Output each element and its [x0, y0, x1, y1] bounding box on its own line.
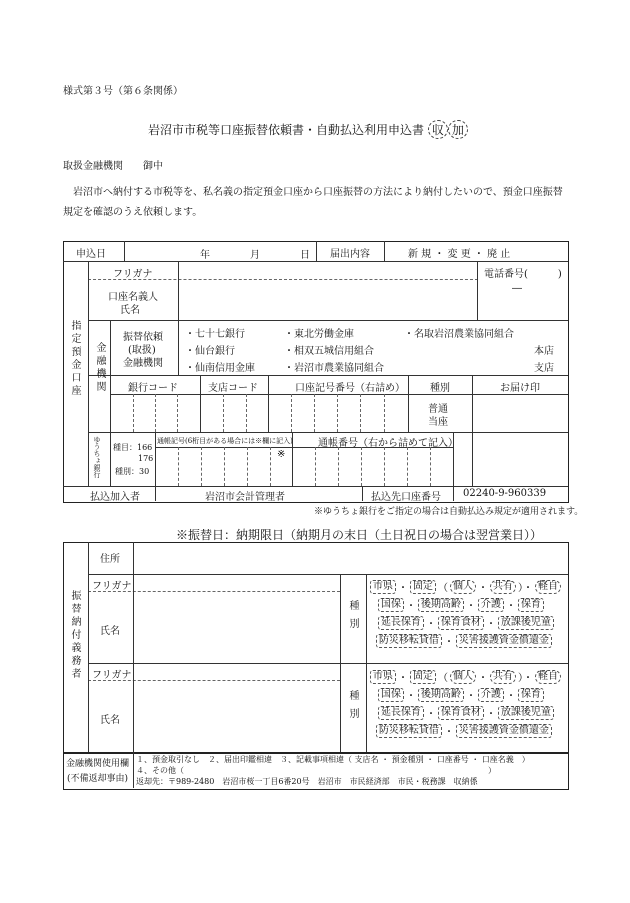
- phone-dash: ―: [512, 283, 522, 294]
- payee-value: 岩沼市会計管理者: [205, 492, 285, 503]
- payer-kind-label-1: 種別: [347, 600, 358, 636]
- tax-option-3-2[interactable]: 災害援護資金償還金: [456, 634, 552, 648]
- separator: ・: [444, 637, 454, 648]
- tax-option-2-4[interactable]: 放課後児童: [498, 616, 554, 630]
- institution-side-label: 金融機関: [94, 342, 105, 394]
- payee-label: 払込加入者: [90, 492, 140, 503]
- payer-furigana-label-2: フリガナ: [92, 670, 132, 681]
- tax-option-2-2[interactable]: 保育食材: [438, 616, 484, 630]
- separator: ・: [398, 673, 408, 684]
- seal-label: お届け印: [500, 383, 540, 394]
- addressee: [63, 157, 163, 172]
- content-label: 届出内容: [330, 249, 370, 260]
- yucho-label: ゆうちょ銀行: [93, 436, 101, 478]
- tax-option-1-6[interactable]: 保育: [518, 598, 544, 612]
- form-number: 様式第３号（第６条関係）: [63, 86, 183, 97]
- tax-options-2: [370, 668, 562, 740]
- bank-code-label: 銀行コード: [128, 383, 178, 394]
- reject-reasons-2: ４、その他（ ）: [136, 766, 496, 775]
- tax-option-0-2[interactable]: 固定: [410, 670, 436, 684]
- tax-option-1-0[interactable]: 国保: [378, 688, 404, 702]
- tax-option-1-4[interactable]: 介護: [478, 688, 504, 702]
- payer-side-label: 振替納付義務者: [69, 590, 80, 681]
- tax-option-0-4[interactable]: 個人: [450, 670, 476, 684]
- yucho-kind-3: 種別：30: [115, 467, 150, 476]
- mark-ka: 加: [448, 120, 468, 139]
- tax-option-2-0[interactable]: 延長保育: [378, 616, 424, 630]
- separator: ・: [506, 691, 516, 702]
- day-label: 日: [300, 250, 310, 261]
- tax-option-row: [370, 578, 562, 595]
- mark-shu: 収: [428, 120, 448, 139]
- tax-option-2-0[interactable]: 延長保育: [378, 706, 424, 720]
- dest-account-label: 払込先口座番号: [371, 492, 441, 503]
- tax-option-1-6[interactable]: 保育: [518, 688, 544, 702]
- separator: ・: [444, 727, 454, 738]
- tax-option-row: [370, 632, 562, 649]
- address-label: 住所: [100, 554, 120, 565]
- deadline-note: ※振替日：納期限日（納期月の末日（土日祝日の場合は翌営業日））: [176, 528, 543, 542]
- intro-line-2: 規定を確認のうえ依頼します。: [63, 207, 203, 218]
- intro-line-1: 岩沼市へ納付する市税等を、私名義の指定預金口座から口座振替の方法により納付したいので、預金口座振替: [73, 187, 563, 198]
- separator: ・: [426, 709, 436, 720]
- yucho-kind-2: 176: [138, 454, 154, 463]
- payer-name-label-1: 氏名: [100, 626, 120, 637]
- account-number-label: 口座記号番号（右詰め）: [295, 383, 405, 394]
- month-label: 月: [250, 250, 260, 261]
- separator: ・: [486, 709, 496, 720]
- tax-option-3-0[interactable]: 防災移転貸借: [376, 634, 442, 648]
- bank-sennan[interactable]: ・仙南信用金庫: [185, 363, 255, 374]
- tax-option-0-4[interactable]: 個人: [450, 580, 476, 594]
- separator: ・: [466, 691, 476, 702]
- tax-option-1-0[interactable]: 国保: [378, 598, 404, 612]
- account-side-label: 指定預金口座: [69, 320, 80, 398]
- content-options[interactable]: 新 規 ・ 変 更 ・ 廃 止: [408, 249, 511, 260]
- bank-77[interactable]: ・七十七銀行: [185, 329, 245, 340]
- tax-option-1-2[interactable]: 後期高齢: [418, 598, 464, 612]
- bank-label-3: 金融機関: [123, 358, 163, 369]
- bank-rokin[interactable]: ・東北労働金庫: [284, 329, 354, 340]
- bank-sendai[interactable]: ・仙台銀行: [185, 346, 235, 357]
- bank-use-label-2: (不備返却事由): [67, 774, 129, 784]
- kome-mark: ※: [277, 449, 286, 460]
- separator: ・: [398, 583, 408, 594]
- separator: ）・: [518, 673, 533, 684]
- addressee-text: 取扱金融機関: [63, 161, 123, 172]
- separator: ・: [466, 601, 476, 612]
- tax-option-0-0[interactable]: 市県: [370, 580, 396, 594]
- tax-option-3-0[interactable]: 防災移転貸借: [376, 724, 442, 738]
- tax-option-row: [370, 722, 562, 739]
- tax-option-row: [370, 596, 562, 613]
- year-label: 年: [200, 250, 210, 261]
- tax-option-0-8[interactable]: 軽自: [535, 670, 561, 684]
- bank-ja-iwanuma[interactable]: ・岩沼市農業協同組合: [284, 363, 384, 374]
- tax-option-0-2[interactable]: 固定: [410, 580, 436, 594]
- separator: ・: [506, 601, 516, 612]
- payer-kind-label-2: 種別: [347, 690, 358, 726]
- yucho-note: ※ゆうちょ銀行をご指定の場合は自動払込み規定が適用されます。: [314, 507, 584, 517]
- branch-code-label: 支店コード: [208, 383, 258, 394]
- tax-option-0-0[interactable]: 市県: [370, 670, 396, 684]
- separator: ・: [478, 673, 488, 684]
- tsucho-kigo-label: 通帳記号(6桁目がある場合には※欄に記入): [157, 437, 293, 445]
- separator: （: [438, 583, 448, 594]
- separator: ・: [478, 583, 488, 594]
- tax-option-row: [370, 686, 562, 703]
- bank-use-label-1: 金融機関使用欄: [66, 759, 130, 769]
- tax-option-row: [370, 614, 562, 631]
- reject-reasons-1: １、預金取引なし ２、届出印鑑相違 ３、記載事項相違（ 支店名 ・ 預金種別 ・ 口座番号 ・ 口座名義 ）: [136, 755, 530, 764]
- bank-label-1: 振替依頼: [123, 332, 163, 343]
- title-text: 岩沼市市税等口座振替依頼書・自動払込利用申込書: [148, 123, 425, 137]
- separator: ）・: [518, 583, 533, 594]
- separator: （: [438, 673, 448, 684]
- phone-label: 電話番号( ): [484, 269, 562, 280]
- tax-option-row: [370, 704, 562, 721]
- return-address: 返却先：〒989-2480 岩沼市桜一丁目6番20号 岩沼市 市民経済部 市民・税務課 収納係: [136, 777, 478, 786]
- tax-option-0-6[interactable]: 共有: [490, 580, 516, 594]
- payer-name-label-2: 氏名: [100, 715, 120, 726]
- dest-account-value: 02240-9-960339: [463, 488, 547, 499]
- holder-label-1: 口座名義人: [108, 292, 158, 303]
- honten-label: 本店: [534, 346, 554, 357]
- tax-option-0-8[interactable]: 軽自: [535, 580, 561, 594]
- tax-option-1-2[interactable]: 後期高齢: [418, 688, 464, 702]
- tax-option-1-4[interactable]: 介護: [478, 598, 504, 612]
- holder-label-2: 氏名: [120, 305, 140, 316]
- separator: ・: [406, 601, 416, 612]
- tsucho-number-label: 通帳番号（右から詰めて記入）: [318, 438, 458, 449]
- payer-furigana-label-1: フリガナ: [92, 581, 132, 592]
- date-label: 申込日: [76, 249, 106, 260]
- tax-option-row: [370, 668, 562, 685]
- kind-toza[interactable]: 当座: [428, 417, 448, 428]
- separator: ・: [486, 619, 496, 630]
- page-title: [148, 120, 468, 139]
- yucho-kind-1: 種目：166: [113, 443, 153, 452]
- kind-futsu[interactable]: 普通: [428, 404, 448, 415]
- tax-options-1: [370, 578, 562, 650]
- kind-label: 種別: [430, 383, 450, 394]
- separator: ・: [406, 691, 416, 702]
- tax-option-2-2[interactable]: 保育食材: [438, 706, 484, 720]
- tax-option-2-4[interactable]: 放課後児童: [498, 706, 554, 720]
- bank-soso[interactable]: ・相双五城信用組合: [284, 346, 374, 357]
- bank-label-2: (取扱): [128, 345, 156, 356]
- separator: ・: [426, 619, 436, 630]
- addressee-suffix: 御中: [143, 161, 163, 172]
- shiten-label: 支店: [534, 363, 554, 374]
- tax-option-0-6[interactable]: 共有: [490, 670, 516, 684]
- tax-option-3-2[interactable]: 災害援護資金償還金: [456, 724, 552, 738]
- bank-ja-natori[interactable]: ・名取岩沼農業協同組合: [404, 329, 514, 340]
- furigana-label: フリガナ: [113, 269, 153, 280]
